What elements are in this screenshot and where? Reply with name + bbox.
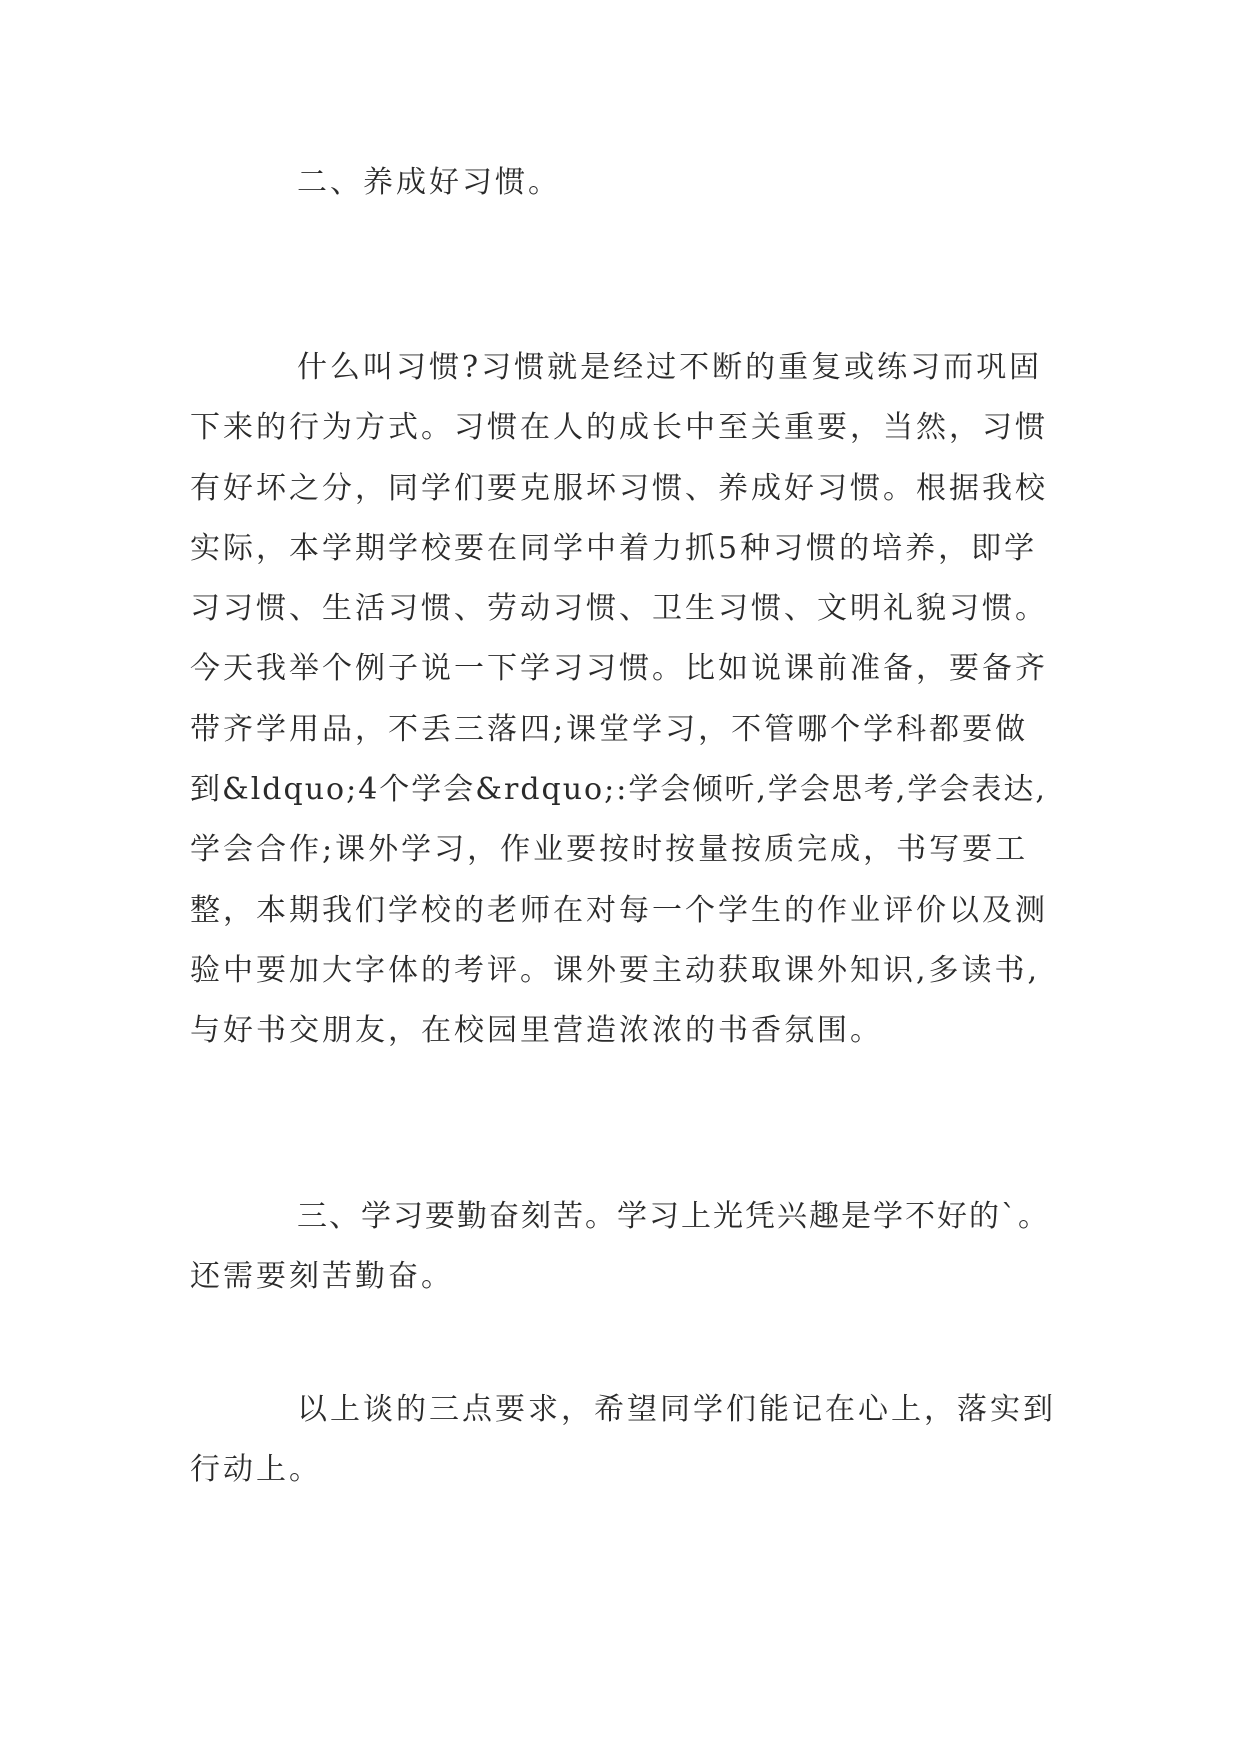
text-line: 带齐学用品，不丢三落四;课堂学习，不管哪个学科都要做 [190, 711, 1029, 747]
text-line: 今天我举个例子说一下学习习惯。比如说课前准备，要备齐 [190, 651, 1048, 687]
text-line: 什么叫习惯?习惯就是经过不断的重复或练习而巩固 [297, 350, 1043, 385]
text-line: 还需要刻苦勤奋。 [190, 1259, 454, 1295]
text-line: 二、养成好习惯。 [297, 165, 561, 200]
text-line: 实际，本学期学校要在同学中着力抓5种习惯的培养，即学 [190, 530, 1038, 566]
text-line: 下来的行为方式。习惯在人的成长中至关重要，当然，习惯 [190, 410, 1048, 446]
text-line: 三、学习要勤奋刻苦。学习上光凭兴趣是学不好的`。 [297, 1199, 1050, 1234]
paragraph-what-is-habit [190, 338, 1060, 1062]
section-heading-study-diligently [190, 1187, 1060, 1308]
text-line: 到&ldquo;4个学会&rdquo;:学会倾听,学会思考,学会表达, [190, 772, 1047, 808]
text-line: 行动上。 [190, 1452, 322, 1488]
paragraph-closing [190, 1380, 1060, 1501]
text-line: 整，本期我们学校的老师在对每一个学生的作业评价以及测 [190, 892, 1048, 928]
text-line: 与好书交朋友，在校园里营造浓浓的书香氛围。 [190, 1013, 883, 1049]
text-line: 有好坏之分，同学们要克服坏习惯、养成好习惯。根据我校 [190, 470, 1048, 506]
section-heading-develop-good-habits [190, 153, 1060, 213]
text-line: 验中要加大字体的考评。课外要主动获取课外知识,多读书, [190, 952, 1041, 988]
text-line: 学会合作;课外学习，作业要按时按量按质完成，书写要工 [190, 832, 1029, 868]
text-line: 习习惯、生活习惯、劳动习惯、卫生习惯、文明礼貌习惯。 [190, 591, 1048, 627]
text-line: 以上谈的三点要求，希望同学们能记在心上，落实到 [297, 1392, 1056, 1427]
